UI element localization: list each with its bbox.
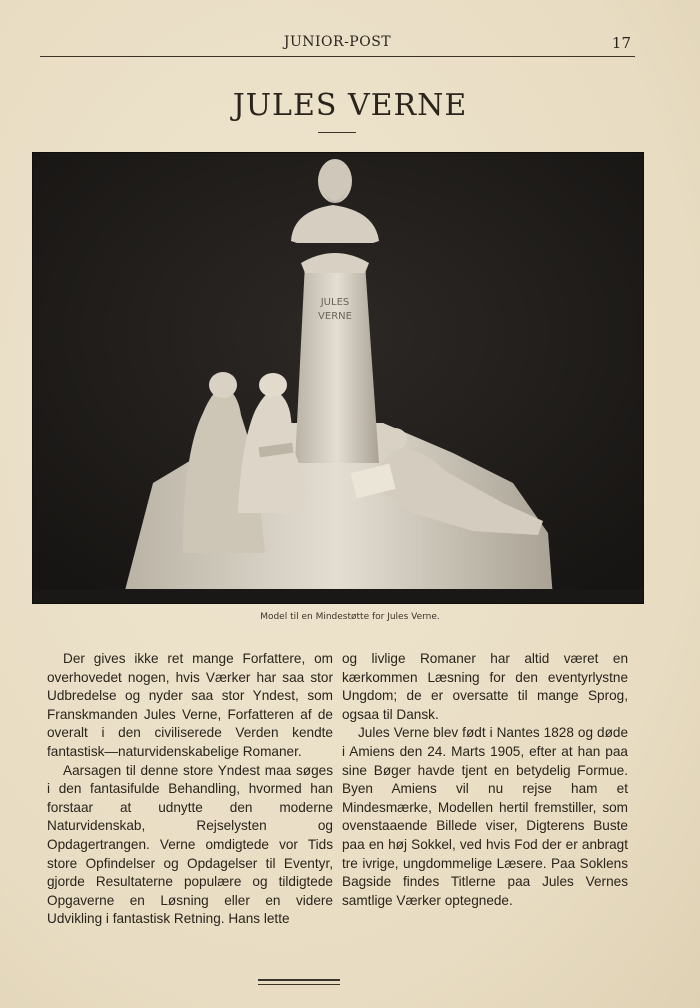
text-column-left bbox=[47, 650, 333, 929]
article-title: JULES VERNE bbox=[232, 88, 468, 123]
journal-name: JUNIOR-POST bbox=[283, 34, 392, 50]
monument-illustration bbox=[33, 153, 643, 603]
title-rule bbox=[318, 132, 356, 133]
paragraph: Der gives ikke ret mange Forfattere, om overhovedet nogen, hvis Værker har saa stor Udbredelse og nyder saa stor Yndest, som Franskmanden Jules Verne, Forfatteren af de overalt i den civiliserede Verden kendte fantastisk—naturvidenskabelige Romaner. bbox=[47, 651, 333, 759]
image-caption: Model til en Mindestøtte for Jules Verne. bbox=[260, 612, 440, 622]
page-number: 17 bbox=[611, 34, 631, 52]
paragraph: Aarsagen til denne store Yndest maa søges i den fantasifulde Behandling, hvormed han forstaar at udnytte den moderne Naturvidenskab, Rejselysten og Opdagertrangen. Verne omdigtede vor Tids store Opfindelser og Opdagelser til Eventyr, gjorde Resultaterne populære og tildigtede Opgaverne en Løsning eller en videre Udvikling i fantastisk Retning. Hans lette bbox=[47, 762, 333, 927]
inscription-line-1: JULES bbox=[320, 297, 350, 308]
paragraph: og livlige Romaner har altid været en kærkommen Læsning for den eventyrlystne Ungdom; de er oversatte til mange Sprog, ogsaa til Dansk. bbox=[342, 651, 628, 722]
inscription-line-2: VERNE bbox=[318, 311, 352, 322]
running-head bbox=[40, 30, 635, 57]
text-column-right bbox=[342, 650, 628, 910]
monument-pedestal bbox=[295, 263, 379, 463]
end-ornament bbox=[258, 979, 340, 987]
bust-head bbox=[318, 159, 352, 203]
paragraph: Jules Verne blev født i Nantes 1828 og døde i Amiens den 24. Marts 1905, efter at han paa sine Bøger havde tjent en betydelig Formue. Byen Amiens vil nu rejse ham et Mindesmærke, Modellen hertil fremstiller, som ovenstaaende Billede viser, Digterens Buste paa en høj Sokkel, ved hvis Fod der er anbragt tre ivrige, ungdommelige Læsere. Paa Soklens Bagside findes Titlerne paa Jules Vernes samtlige Værker optegnede. bbox=[342, 725, 628, 908]
monument-photo bbox=[32, 152, 644, 604]
